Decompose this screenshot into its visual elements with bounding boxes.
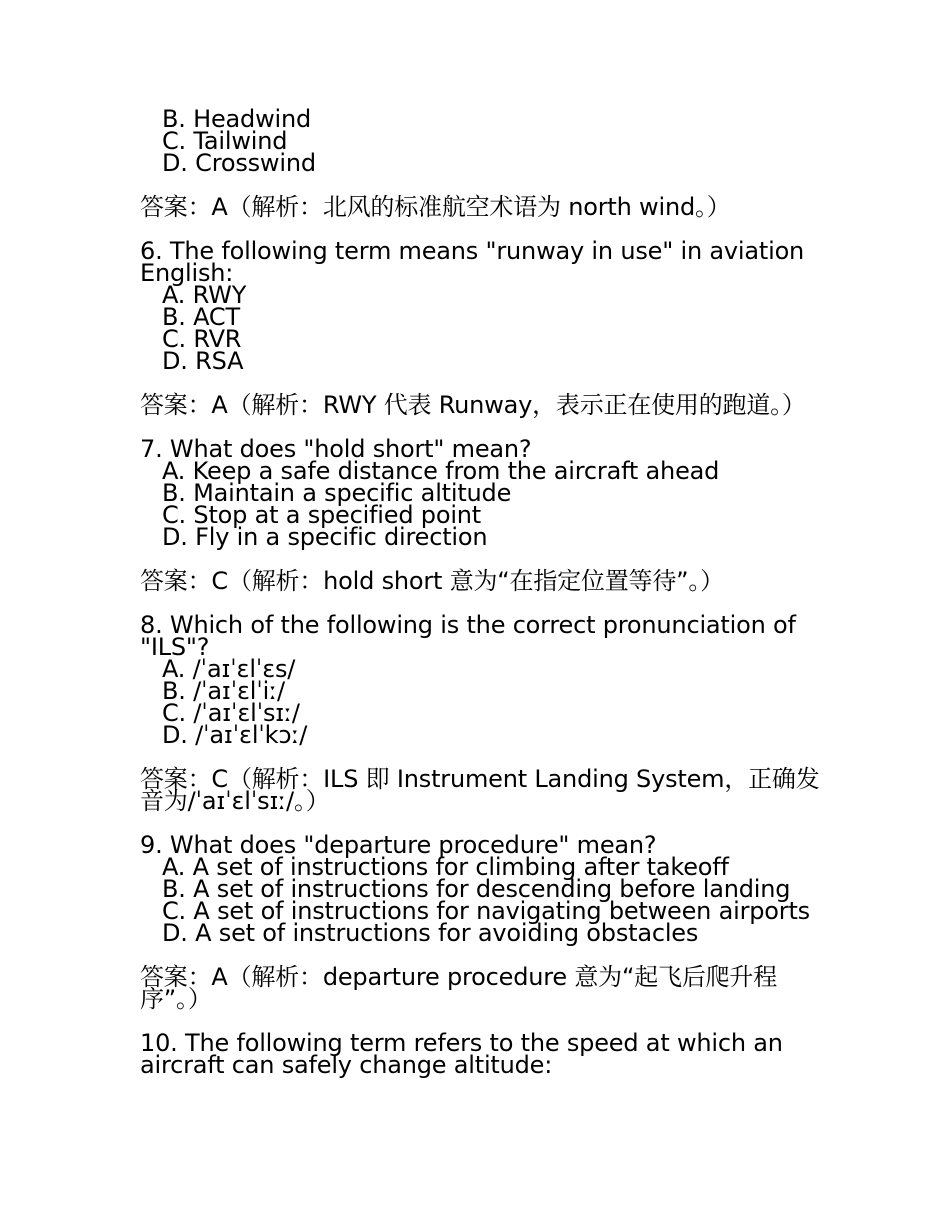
answer-explanation: 答案：A（解析：departure procedure 意为“起飞后爬升程序”。） (140, 963, 778, 1013)
option: C. Tailwind (162, 127, 288, 155)
question-block (140, 831, 820, 947)
option: A. RWY (162, 281, 247, 309)
option: A. A set of instructions for climbing after takeoff (162, 853, 729, 881)
question-block (140, 1029, 820, 1079)
option: C. RVR (162, 325, 242, 353)
option: A. Keep a safe distance from the aircraft ahead (162, 457, 720, 485)
question-text: 8. Which of the following is the correct pronunciation of "ILS"? (140, 611, 796, 661)
option: B. Headwind (162, 105, 312, 133)
option: B. /ˈaɪˈɛlˈiː/ (162, 677, 285, 705)
option: C. /ˈaɪˈɛlˈsɪː/ (162, 699, 300, 727)
option: D. A set of instructions for avoiding obstacles (162, 919, 699, 947)
option: C. A set of instructions for navigating between airports (162, 897, 810, 925)
option: B. Maintain a specific altitude (162, 479, 512, 507)
answer-explanation: 答案：A（解析：北风的标准航空术语为 north wind。） (140, 193, 731, 221)
question-block (140, 237, 820, 375)
answer-explanation: 答案：A（解析：RWY 代表 Runway，表示正在使用的跑道。） (140, 391, 806, 419)
option: D. /ˈaɪˈɛlˈkɔː/ (162, 721, 308, 749)
answer-explanation: 答案：C（解析：hold short 意为“在指定位置等待”。） (140, 567, 724, 595)
document-page (140, 105, 820, 1079)
option: D. Fly in a specific direction (162, 523, 488, 551)
option: A. /ˈaɪˈɛlˈɛs/ (162, 655, 296, 683)
question-text: 10. The following term refers to the speed at which an aircraft can safely change altitude: (140, 1029, 783, 1079)
option: C. Stop at a specified point (162, 501, 482, 529)
question-block (140, 435, 820, 551)
option: B. ACT (162, 303, 240, 331)
option: D. Crosswind (162, 149, 316, 177)
question-text: 9. What does "departure procedure" mean? (140, 831, 657, 859)
question-block (140, 611, 820, 749)
prev-question-options (140, 105, 820, 177)
question-text: 7. What does "hold short" mean? (140, 435, 532, 463)
option: B. A set of instructions for descending before landing (162, 875, 791, 903)
answer-explanation: 答案：C（解析：ILS 即 Instrument Landing System，正确发音为/ˈaɪˈɛlˈsɪː/。） (140, 765, 820, 815)
question-text: 6. The following term means "runway in use" in aviation English: (140, 237, 805, 287)
option: D. RSA (162, 347, 244, 375)
